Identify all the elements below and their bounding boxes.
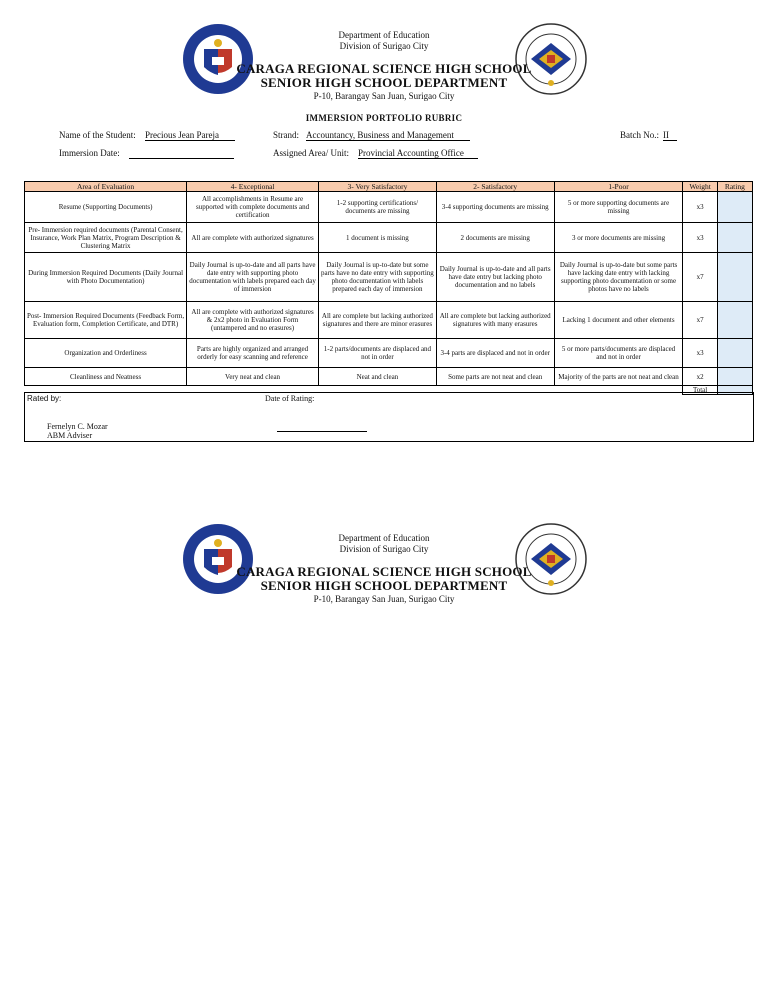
table-row <box>25 253 753 302</box>
header-weight: Weight <box>683 182 717 192</box>
rated-by-label: Rated by: <box>27 394 62 403</box>
row-poor: Majority of the parts are not neat and clean <box>554 368 683 386</box>
rating-cell[interactable] <box>717 223 752 253</box>
row-poor: Daily Journal is up-to-date but some parts have lacking date entry with lacking supporting photo documentation or some photos have no labels <box>554 253 683 302</box>
row-area: Pre- Immersion required documents (Parental Consent, Insurance, Work Plan Matrix, Program Description & Clustering Matrix <box>25 223 187 253</box>
student-label: Name of the Student: <box>59 130 136 140</box>
row-very-satisfactory: 1-2 supporting certifications/ documents are missing <box>319 192 437 223</box>
table-row <box>25 223 753 253</box>
rating-cell[interactable] <box>717 192 752 223</box>
row-weight: x3 <box>683 192 717 223</box>
row-very-satisfactory: 1-2 parts/documents are displaced and not in order <box>319 339 437 368</box>
division-line: Division of Surigao City <box>339 41 429 51</box>
row-exceptional: All are complete with authorized signatures & 2x2 photo in Evaluation Form (untampered and no erasures) <box>187 302 319 339</box>
rating-cell[interactable] <box>717 253 752 302</box>
row-exceptional: All accomplishments in Resume are supported with complete documents and certification <box>187 192 319 223</box>
row-exceptional: Very neat and clean <box>187 368 319 386</box>
table-header-row <box>25 182 753 192</box>
rubric-table <box>24 181 753 395</box>
row-satisfactory: Daily Journal is up-to-date and all parts have date entry but lacking photo documentation and no labels <box>436 253 554 302</box>
table-row <box>25 192 753 223</box>
area-label: Assigned Area/ Unit: <box>273 148 349 158</box>
strand-value[interactable]: Accountancy, Business and Management <box>306 130 470 141</box>
total-label: Total <box>683 386 717 395</box>
row-poor: 5 or more parts/documents are displaced and not in order <box>554 339 683 368</box>
row-area: Resume (Supporting Documents) <box>25 192 187 223</box>
row-satisfactory: All are complete but lacking authorized signatures with many erasures <box>436 302 554 339</box>
row-satisfactory: 3-4 supporting documents are missing <box>436 192 554 223</box>
table-row <box>25 368 753 386</box>
row-poor: Lacking 1 document and other elements <box>554 302 683 339</box>
header-area: Area of Evaluation <box>25 182 187 192</box>
header-rating: Rating <box>717 182 752 192</box>
row-satisfactory: Some parts are not neat and clean <box>436 368 554 386</box>
division-line: Division of Surigao City <box>339 544 429 554</box>
row-poor: 3 or more documents are missing <box>554 223 683 253</box>
rubric-title: IMMERSION PORTFOLIO RUBRIC <box>305 113 463 123</box>
row-very-satisfactory: Neat and clean <box>319 368 437 386</box>
table-row <box>25 339 753 368</box>
row-area: Cleanliness and Neatness <box>25 368 187 386</box>
batch-label: Batch No.: <box>620 130 659 140</box>
header-poor: 1-Poor <box>554 182 683 192</box>
row-weight: x2 <box>683 368 717 386</box>
row-very-satisfactory: All are complete but lacking authorized signatures and there are minor erasures <box>319 302 437 339</box>
header-very-satisfactory: 3- Very Satisfactory <box>319 182 437 192</box>
immersion-date-label: Immersion Date: <box>59 148 120 158</box>
batch-value[interactable]: II <box>663 130 677 141</box>
school-address: P-10, Barangay San Juan, Surigao City <box>313 594 455 604</box>
row-area: During Immersion Required Documents (Daily Journal with Photo Documentation) <box>25 253 187 302</box>
adviser-name: Fernelyn C. Mozar <box>47 422 108 431</box>
row-poor: 5 or more supporting documents are missing <box>554 192 683 223</box>
header-satisfactory: 2- Satisfactory <box>436 182 554 192</box>
row-exceptional: Daily Journal is up-to-date and all parts have date entry with supporting photo documentation with labels prepared each day of immersion <box>187 253 319 302</box>
date-of-rating-label: Date of Rating: <box>265 394 315 403</box>
dept-line: Department of Education <box>338 533 430 543</box>
row-weight: x3 <box>683 223 717 253</box>
school-name: CARAGA REGIONAL SCIENCE HIGH SCHOOL <box>236 61 532 76</box>
strand-label: Strand: <box>273 130 299 140</box>
school-name: CARAGA REGIONAL SCIENCE HIGH SCHOOL <box>236 564 532 579</box>
rating-cell[interactable] <box>717 368 752 386</box>
immersion-date-field[interactable] <box>129 148 234 159</box>
row-weight: x7 <box>683 302 717 339</box>
row-weight: x7 <box>683 253 717 302</box>
department-name: SENIOR HIGH SCHOOL DEPARTMENT <box>260 578 508 593</box>
student-value[interactable]: Precious Jean Pareja <box>145 130 235 141</box>
header-exceptional: 4- Exceptional <box>187 182 319 192</box>
row-very-satisfactory: Daily Journal is up-to-date but some parts have no date entry with supporting photo documentation with labels prepared each day of immersion <box>319 253 437 302</box>
row-very-satisfactory: 1 document is missing <box>319 223 437 253</box>
row-exceptional: All are complete with authorized signatures <box>187 223 319 253</box>
signature-box <box>24 392 754 442</box>
date-signature-line[interactable] <box>277 431 367 432</box>
table-row <box>25 302 753 339</box>
area-value[interactable]: Provincial Accounting Office <box>358 148 478 159</box>
row-area: Post- Immersion Required Documents (Feedback Form, Evaluation form, Completion Certificate, and DTR) <box>25 302 187 339</box>
rating-cell[interactable] <box>717 302 752 339</box>
row-area: Organization and Orderliness <box>25 339 187 368</box>
dept-line: Department of Education <box>338 30 430 40</box>
row-exceptional: Parts are highly organized and arranged orderly for easy scanning and reference <box>187 339 319 368</box>
row-weight: x3 <box>683 339 717 368</box>
department-name: SENIOR HIGH SCHOOL DEPARTMENT <box>260 75 508 90</box>
row-satisfactory: 3-4 parts are displaced and not in order <box>436 339 554 368</box>
adviser-title: ABM Adviser <box>47 431 93 440</box>
rating-cell[interactable] <box>717 339 752 368</box>
school-address: P-10, Barangay San Juan, Surigao City <box>313 91 455 101</box>
row-satisfactory: 2 documents are missing <box>436 223 554 253</box>
